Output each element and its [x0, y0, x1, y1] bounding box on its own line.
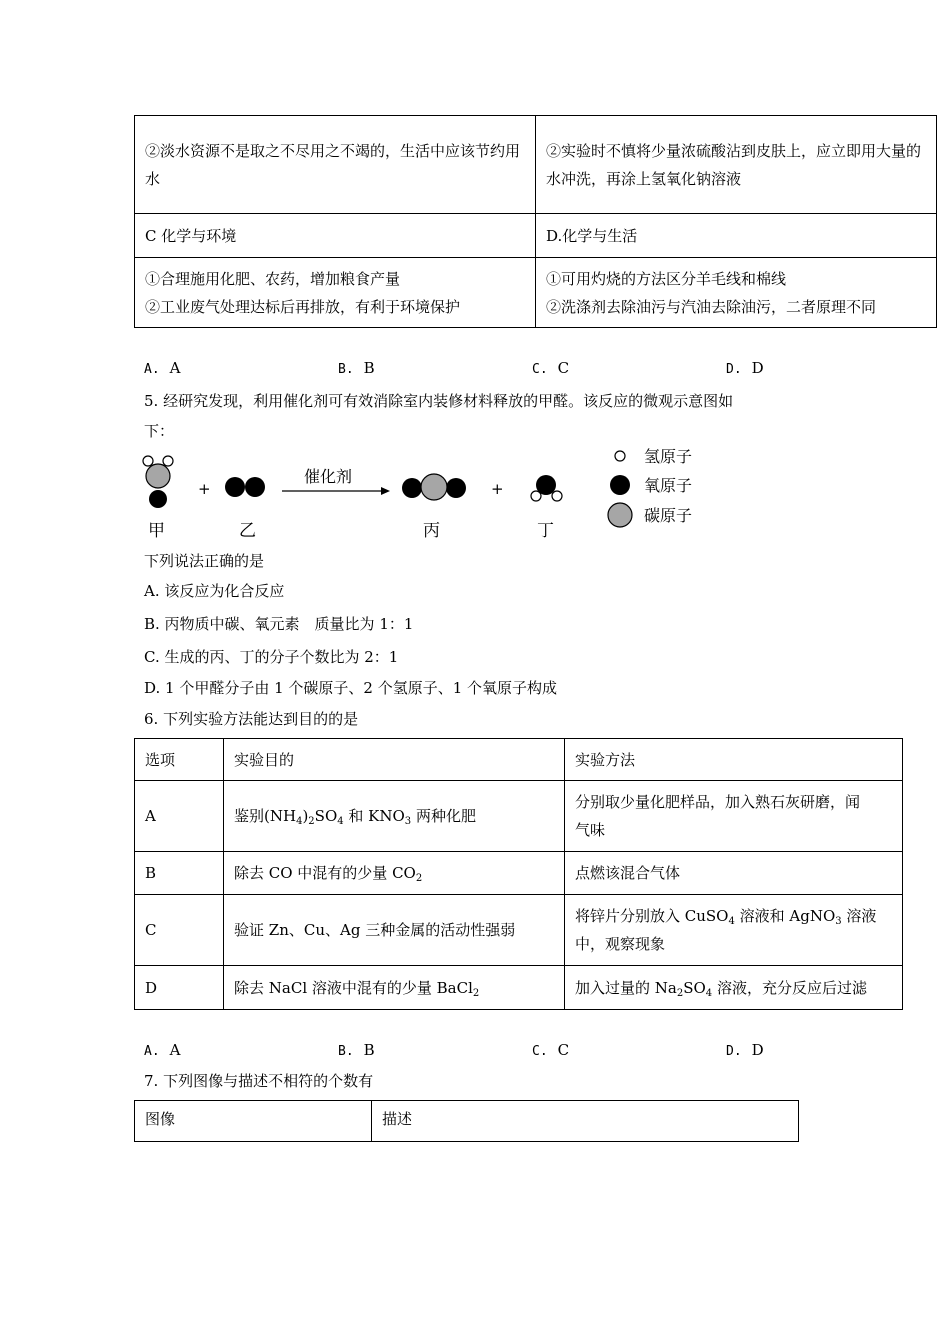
hydrogen-atom-icon: [552, 491, 562, 501]
q6-table: [134, 738, 903, 1010]
option-a[interactable]: A. A: [144, 1041, 181, 1059]
q6-cell-aim: 除去 CO 中混有的少量 $CO_2$: [224, 852, 565, 895]
legend-oxygen-label: 氧原子: [644, 476, 693, 495]
plus-sign: +: [198, 480, 211, 498]
q5-choice-d[interactable]: D. 1 个甲醛分子由 1 个碳原子、2 个氢原子、1 个氧原子构成: [144, 679, 558, 697]
q4-cell: D.化学与生活: [536, 214, 937, 258]
legend-hydrogen-label: 氢原子: [644, 447, 693, 466]
option-b[interactable]: B. B: [338, 359, 375, 377]
q6-header-method: 实验方法: [565, 739, 903, 781]
legend-carbon-label: 碳原子: [644, 506, 693, 525]
q5-choice-a[interactable]: A. 该反应为化合反应: [144, 582, 285, 600]
q6-cell-aim: 验证 Zn、Cu、Ag 三种金属的活动性强弱: [224, 895, 565, 966]
hydrogen-atom-icon: [531, 491, 541, 501]
q6-header-aim: 实验目的: [224, 739, 565, 781]
q6-cell-option: C: [135, 895, 224, 966]
option-a[interactable]: A. A: [144, 359, 181, 377]
q6-cell-method: 将锌片分别放入 CuSO$_4$ 溶液和 AgNO$_3$ 溶液 中，观察现象: [565, 895, 903, 966]
q7-table: [134, 1100, 799, 1142]
oxygen-atom-icon: [149, 490, 167, 508]
option-b[interactable]: B. B: [338, 1041, 375, 1059]
q6-stem: 6. 下列实验方法能达到目的的是: [144, 710, 359, 728]
q6-cell-method: 分别取少量化肥样品，加入熟石灰研磨，闻 气味: [565, 781, 903, 852]
q5-stem-line1: 5. 经研究发现，利用催化剂可有效消除室内装修材料释放的甲醛。该反应的微观示意图如: [144, 392, 734, 410]
reaction-diagram: [136, 446, 726, 546]
q5-choice-b[interactable]: B. 丙物质中碳、氧元素 质量比为 1：1: [144, 615, 414, 633]
arrow-head-icon: [381, 487, 390, 495]
option-d[interactable]: D. D: [726, 1041, 764, 1059]
label-jia: 甲: [148, 521, 165, 541]
legend-oxygen-icon: [610, 475, 630, 495]
carbon-atom-icon: [421, 474, 447, 500]
q6-cell-method: 加入过量的 $Na_2SO_4$ 溶液，充分反应后过滤: [565, 966, 903, 1010]
hydrogen-atom-icon: [163, 456, 173, 466]
q6-cell-option: B: [135, 852, 224, 895]
carbon-atom-icon: [146, 464, 170, 488]
option-c[interactable]: C. C: [532, 1041, 570, 1059]
label-yi: 乙: [239, 521, 256, 541]
q5-choice-c[interactable]: C. 生成的丙、丁的分子个数比为 2：1: [144, 648, 399, 666]
q4-table: [134, 115, 937, 328]
q4-cell: ②实验时不慎将少量浓硫酸沾到皮肤上，应立即用大量的水冲洗，再涂上氢氧化钠溶液: [536, 116, 937, 214]
oxygen-atom-icon: [225, 477, 245, 497]
legend-hydrogen-icon: [615, 451, 625, 461]
q6-cell-option: D: [135, 966, 224, 1010]
oxygen-atom-icon: [402, 478, 422, 498]
oxygen-atom-icon: [245, 477, 265, 497]
q6-cell-method: 点燃该混合气体: [565, 852, 903, 895]
q5-stem-line2: 下：: [144, 422, 175, 440]
hydrogen-atom-icon: [143, 456, 153, 466]
q4-cell: ②淡水资源不是取之不尽用之不竭的，生活中应该节约用水: [135, 116, 536, 214]
q7-header-desc: 描述: [372, 1101, 799, 1142]
q4-cell: ①合理施用化肥、农药，增加粮食产量 ②工业废气处理达标后再排放，有利于环境保护: [135, 258, 536, 328]
label-bing: 丙: [423, 521, 440, 541]
q4-cell: C 化学与环境: [135, 214, 536, 258]
catalyst-label: 催化剂: [304, 467, 353, 486]
oxygen-atom-icon: [446, 478, 466, 498]
q7-stem: 7. 下列图像与描述不相符的个数有: [144, 1072, 374, 1090]
option-d[interactable]: D. D: [726, 359, 764, 377]
q6-cell-option: A: [135, 781, 224, 852]
q5-ask: 下列说法正确的是: [144, 552, 265, 570]
q4-cell: ①可用灼烧的方法区分羊毛线和棉线 ②洗涤剂去除油污与汽油去除油污，二者原理不同: [536, 258, 937, 328]
option-c[interactable]: C. C: [532, 359, 570, 377]
plus-sign: +: [491, 480, 504, 498]
q6-cell-aim: 除去 NaCl 溶液中混有的少量 BaCl$_2$: [224, 966, 565, 1010]
q7-header-image: 图像: [135, 1101, 372, 1142]
legend-carbon-icon: [608, 503, 632, 527]
q6-cell-aim: 鉴别$(NH_4)_2SO_4$ 和 $KNO_3$ 两种化肥: [224, 781, 565, 852]
q6-header-option: 选项: [135, 739, 224, 781]
label-ding: 丁: [537, 521, 554, 541]
